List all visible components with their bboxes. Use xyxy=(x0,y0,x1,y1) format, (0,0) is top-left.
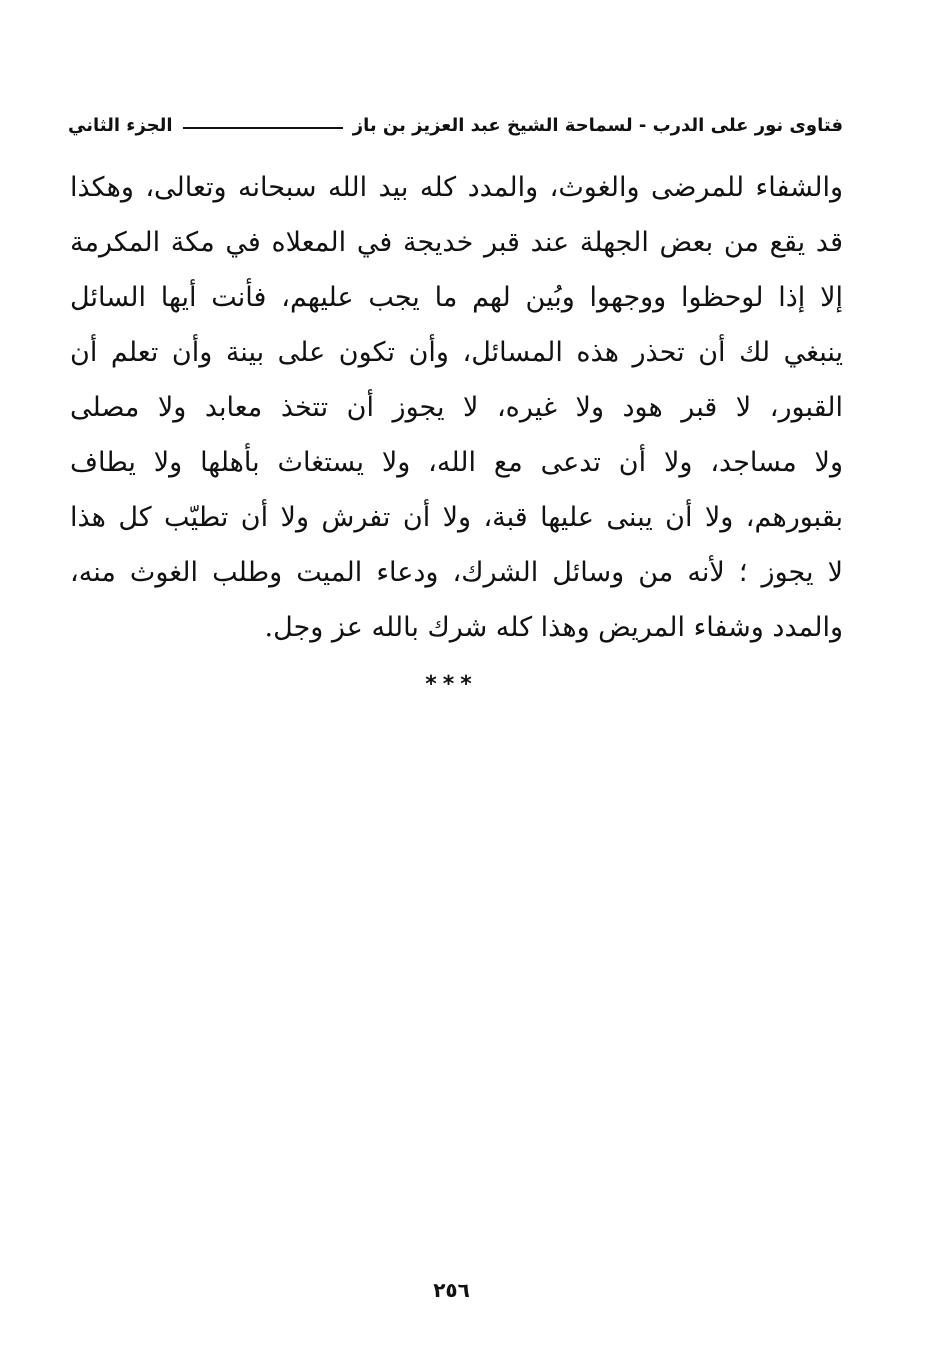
text-line: قد يقع من بعض الجهلة عند قبر خديجة في المعلاه في مكة المكرمة xyxy=(70,227,843,258)
text-line: بقبورهم، ولا أن يبنى عليها قبة، ولا أن تفرش ولا أن تطيّب كل هذا xyxy=(70,502,843,533)
text-line: والشفاء للمرضى والغوث، والمدد كله بيد الله سبحانه وتعالى، وهكذا xyxy=(70,172,843,203)
page-number: ٢٥٦ xyxy=(433,1278,470,1302)
text-line: القبور، لا قبر هود ولا غيره، لا يجوز أن تتخذ معابد ولا مصلى xyxy=(70,392,843,423)
body-text xyxy=(70,160,843,655)
running-header xyxy=(68,108,843,142)
header-rule xyxy=(183,127,343,129)
text-line: لا يجوز ؛ لأنه من وسائل الشرك، ودعاء الميت وطلب الغوث منه، xyxy=(70,557,843,588)
text-line: إلا إذا لوحظوا ووجهوا وبُين لهم ما يجب عليهم، فأنت أيها السائل xyxy=(70,282,843,313)
text-line: ولا مساجد، ولا أن تدعى مع الله، ولا يستغاث بأهلها ولا يطاف xyxy=(70,447,843,478)
book-title: فتاوى نور على الدرب - لسماحة الشيخ عبد العزيز بن باز xyxy=(352,114,843,136)
section-separator: *** xyxy=(425,672,478,697)
text-line: ينبغي لك أن تحذر هذه المسائل، وأن تكون على بينة وأن تعلم أن xyxy=(70,337,843,368)
text-line: والمدد وشفاء المريض وهذا كله شرك بالله عز وجل. xyxy=(264,612,843,643)
volume-label: الجزء الثاني xyxy=(68,114,173,136)
